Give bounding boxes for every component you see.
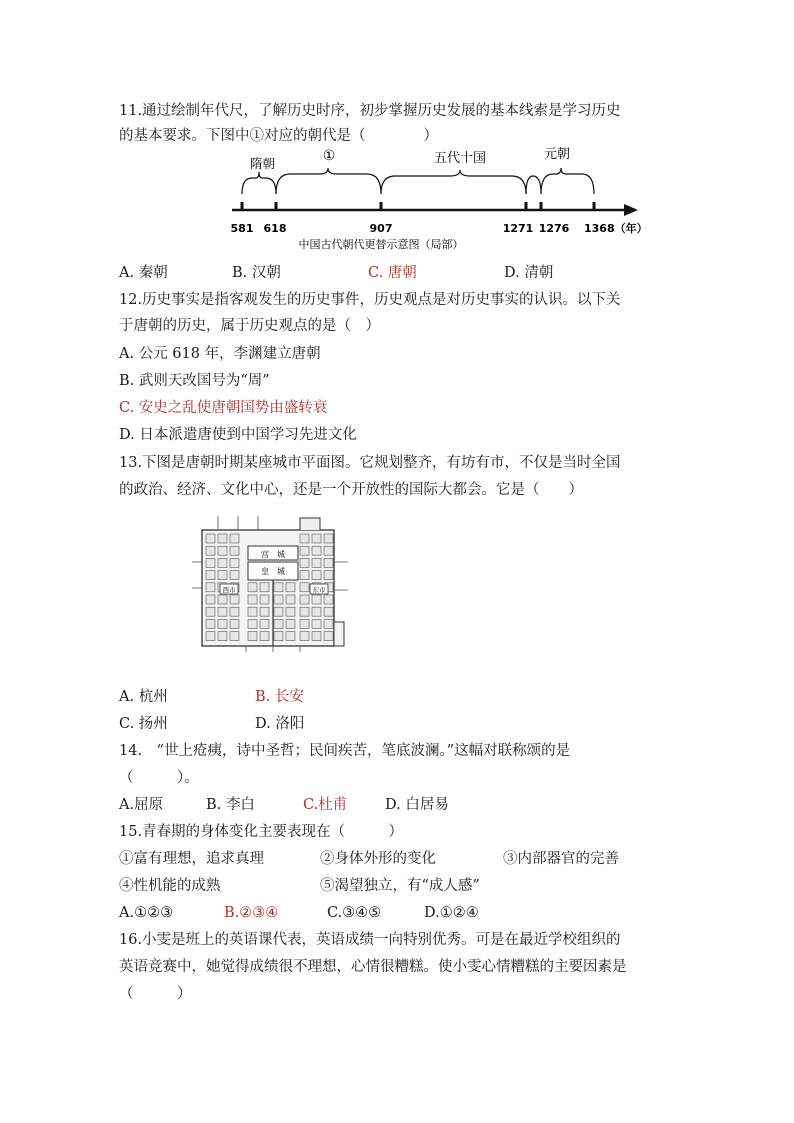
q14-line1: 14. “世上疮痍，诗中圣哲；民间疾苦，笔底波澜。”这幅对联称颂的是 <box>119 743 571 759</box>
q15-option-a: A.①②③ <box>119 905 174 921</box>
q16-line3: （ ） <box>119 986 192 1002</box>
q12-option-c: C. 安史之乱使唐朝国势由盛转衰 <box>119 400 328 416</box>
label-sui: 隋朝 <box>250 156 276 171</box>
map-ward-block <box>274 583 283 592</box>
map-ward-block <box>300 546 309 555</box>
q12-option-d: D. 日本派遣唐使到中国学习先进文化 <box>119 427 357 443</box>
map-label-huang: 皇 城 <box>261 567 285 576</box>
map-ward-block <box>206 607 215 616</box>
q11-line2: 的基本要求。下图中①对应的朝代是（ ） <box>119 128 438 144</box>
map-ward-block <box>260 607 269 616</box>
q12-line2: 于唐朝的历史，属于历史观点的是（ ） <box>119 318 380 334</box>
map-ward-block <box>274 607 283 616</box>
map-ward-block <box>218 607 227 616</box>
year-1271: 1271 <box>502 222 534 235</box>
q14-option-d: D. 白居易 <box>385 797 449 813</box>
map-ward-block <box>324 607 333 616</box>
map-ward-block <box>300 619 309 628</box>
map-ward-block <box>206 534 215 543</box>
map-ward-block <box>286 583 295 592</box>
map-ward-block <box>300 558 309 567</box>
map-ward-block <box>312 632 321 641</box>
label-five-dynasties: 五代十国 <box>433 151 487 166</box>
timeline-figure <box>220 142 660 254</box>
q14-option-c: C.杜甫 <box>303 797 348 813</box>
map-label-gong: 宫 城 <box>261 550 285 559</box>
map-ward-block <box>230 607 239 616</box>
map-ward-block <box>230 534 239 543</box>
year-907: 907 <box>369 222 393 235</box>
map-ward-block <box>300 583 309 592</box>
q12-option-a: A. 公元 618 年，李渊建立唐朝 <box>119 346 321 362</box>
map-ward-block <box>312 595 321 604</box>
map-ward-block <box>324 595 333 604</box>
map-ward-block <box>300 632 309 641</box>
q15-option-c: C.③④⑤ <box>327 905 382 921</box>
map-ward-block <box>286 607 295 616</box>
map-ward-block <box>218 595 227 604</box>
map-ward-block <box>274 619 283 628</box>
map-ward-block <box>324 571 333 580</box>
map-ward-block <box>230 546 239 555</box>
q15-option-b: B.②③④ <box>224 905 279 921</box>
map-ward-block <box>206 595 215 604</box>
map-ward-block <box>286 619 295 628</box>
year-618: 618 <box>263 222 287 235</box>
map-ward-block <box>206 571 215 580</box>
q11-option-c: C. 唐朝 <box>368 265 417 281</box>
map-ward-block <box>274 632 283 641</box>
map-ward-block <box>312 558 321 567</box>
q15-item-5: ⑤渴望独立，有“成人感” <box>320 878 480 894</box>
q16-line1: 16.小雯是班上的英语课代表，英语成绩一向特别优秀。可是在最近学校组织的 <box>119 932 621 948</box>
year-1368: 1368（年） <box>584 222 648 235</box>
changan-city-map <box>188 510 360 656</box>
map-ward-block <box>286 595 295 604</box>
map-ward-block <box>218 546 227 555</box>
map-ward-block <box>248 595 257 604</box>
q13-option-d: D. 洛阳 <box>255 716 305 732</box>
q15-item-3: ③内部器官的完善 <box>503 851 619 867</box>
map-ward-block <box>230 632 239 641</box>
timeline-caption: 中国古代朝代更替示意图（局部） <box>298 238 464 251</box>
q13-option-b: B. 长安 <box>255 689 304 705</box>
map-ward-block <box>312 607 321 616</box>
map-ward-block <box>248 583 257 592</box>
map-ward-block <box>260 583 269 592</box>
q15-option-d: D.①②④ <box>424 905 479 921</box>
map-ward-block <box>206 619 215 628</box>
q11-option-d: D. 清朝 <box>504 265 554 281</box>
map-ward-block <box>230 595 239 604</box>
q13-option-c: C. 扬州 <box>119 716 168 732</box>
q12-line1: 12.历史事实是指客观发生的历史事件，历史观点是对历史事实的认识。以下关 <box>119 292 621 308</box>
q16-line2: 英语竞赛中，她觉得成绩很不理想，心情很糟糕。使小雯心情糟糕的主要因素是 <box>119 959 627 975</box>
q13-line1: 13.下图是唐朝时期某座城市平面图。它规划整齐，有坊有市，不仅是当时全国 <box>119 455 621 471</box>
map-ward-block <box>312 571 321 580</box>
map-ward-block <box>312 546 321 555</box>
map-ward-block <box>312 619 321 628</box>
map-ward-block <box>206 583 215 592</box>
map-ward-block <box>324 619 333 628</box>
map-ward-block <box>274 595 283 604</box>
map-ward-block <box>300 595 309 604</box>
map-ward-block <box>206 558 215 567</box>
q13-line2: 的政治、经济、文化中心，还是一个开放性的国际大都会。它是（ ） <box>119 482 583 498</box>
q15-line1: 15.青春期的身体变化主要表现在（ ） <box>119 824 404 840</box>
map-ward-block <box>300 534 309 543</box>
map-ward-block <box>218 632 227 641</box>
q15-item-4: ④性机能的成熟 <box>119 878 221 894</box>
q11-option-b: B. 汉朝 <box>232 265 281 281</box>
map-ward-block <box>286 632 295 641</box>
map-ward-block <box>324 558 333 567</box>
q14-line2: （ ）。 <box>119 770 199 786</box>
q14-option-b: B. 李白 <box>206 797 255 813</box>
map-ward-block <box>248 632 257 641</box>
map-ward-block <box>260 595 269 604</box>
q11-option-a: A. 秦朝 <box>119 265 168 281</box>
label-yuan: 元朝 <box>543 147 571 162</box>
q15-item-1: ①富有理想，追求真理 <box>119 851 264 867</box>
map-ward-block <box>230 558 239 567</box>
label-circle1: ① <box>322 148 336 164</box>
q11-line1: 11.通过绘制年代尺，了解历史时序，初步掌握历史发展的基本线索是学习历史 <box>119 103 621 119</box>
map-ward-block <box>300 607 309 616</box>
map-ward-block <box>206 546 215 555</box>
map-ward-block <box>248 607 257 616</box>
year-1276: 1276 <box>538 222 570 235</box>
q15-item-2: ②身体外形的变化 <box>320 851 436 867</box>
map-ward-block <box>218 571 227 580</box>
map-ward-block <box>312 534 321 543</box>
map-ward-block <box>300 571 309 580</box>
year-581: 581 <box>230 222 254 235</box>
map-ward-block <box>260 632 269 641</box>
q12-option-b: B. 武则天改国号为“周” <box>119 373 270 389</box>
map-ward-block <box>324 632 333 641</box>
map-ward-block <box>206 632 215 641</box>
map-ward-block <box>260 619 269 628</box>
map-ward-block <box>324 534 333 543</box>
map-ward-block <box>230 571 239 580</box>
map-ward-block <box>218 558 227 567</box>
q14-option-a: A.屈原 <box>119 797 164 813</box>
map-ward-block <box>324 546 333 555</box>
map-label-east-market: 东市 <box>312 586 326 594</box>
map-ward-block <box>230 619 239 628</box>
map-ward-block <box>218 619 227 628</box>
map-ward-block <box>248 619 257 628</box>
q13-option-a: A. 杭州 <box>119 689 168 705</box>
map-label-west-market: 西市 <box>222 586 236 594</box>
map-ward-block <box>218 534 227 543</box>
